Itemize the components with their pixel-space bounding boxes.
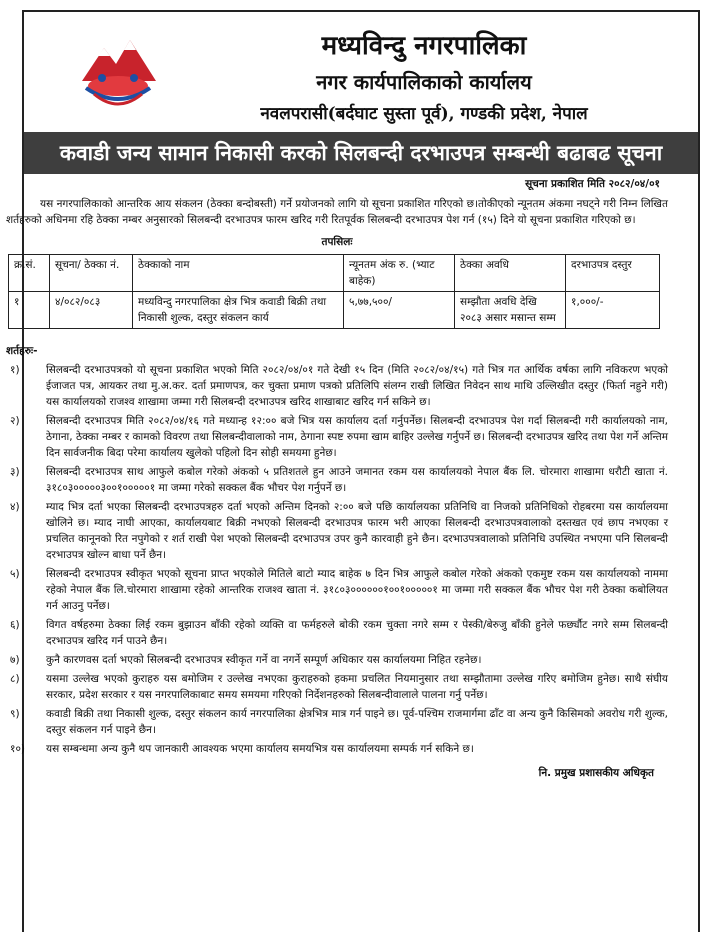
cell-min-amount: ५,७७,५००/ — [344, 292, 455, 329]
notice-title-banner: कवाडी जन्य सामान निकासी करको सिलबन्दी दरभाउपत्र सम्बन्धी बढाबढ सूचना — [24, 132, 698, 174]
cell-fee: १,०००/- — [566, 292, 660, 329]
condition-text: सिलबन्दी दरभाउपत्र साथ आफुले कबोल गरेको अंकको ५ प्रतिशतले हुन आउने जमानत रकम यस कार्यालयको नेपाल बैंक लि. चोरमारा शाखामा धरौटी खाता नं. ३१८०३०००००३००१०००००१ मा जम्मा गरेको सक्कल बैंक भौचर पेश गर्नुपर्ने छ। — [46, 466, 668, 494]
table-row — [9, 292, 660, 329]
col-header-notice-no: सूचना/ ठेक्का नं. — [50, 255, 133, 292]
condition-item — [6, 671, 668, 703]
signature-line: नि. प्रमुख प्रशासकीय अधिकृत — [538, 767, 654, 779]
condition-number: ३) — [10, 466, 20, 478]
condition-number: १०) — [10, 743, 26, 755]
municipality-name: मध्यविन्दु नगरपालिका — [321, 31, 527, 61]
condition-item — [6, 741, 668, 757]
condition-number: ४) — [10, 501, 20, 513]
condition-number: ५) — [10, 568, 20, 580]
nepal-emblem-icon — [72, 26, 164, 116]
condition-text: म्याद भित्र दर्ता भएका सिलबन्दी दरभाउपत्रहरु दर्ता भएको अन्तिम दिनको २:०० बजे पछि कार्यालयका प्रतिनिधि वा निजको प्रतिनिधिको रोहबरमा यस कार्यालयमा खोलिने छ। म्याद नाघी आएका, कार्यालयबाट बिक्री नभएको सिलबन्दी दरभाउपत्र फारम भरी आएका सिलबन्दी दरभाउपत्रवालाको दस्तखत एवं छाप नभएका र प्रचलित कानूनको रित नपुगेको र शर्त राखी पेश भएको सिलबन्दी दरभाउपत्र उपर कुनै कारवाही हुने छैन। दरभाउपत्रवालाको प्रतिनिधि उपस्थित नभएमा पनि सिलबन्दी दरभाउपत्र खोल्न बाधा पर्ने छैन। — [46, 501, 668, 561]
condition-text: कवाडी बिक्री तथा निकासी शुल्क, दस्तुर संकलन कार्य नगरपालिका क्षेत्रभित्र मात्र गर्न पाइने छ। पूर्व-पश्चिम राजमार्गमा ढाँट वा अन्य कुनै किसिमको अवरोध गरी शुल्क, दस्तुर संकलन गर्न पाइने छैन। — [46, 708, 668, 736]
office-name: नगर कार्यपालिकाको कार्यालय — [316, 70, 532, 94]
table-header-row — [9, 255, 660, 292]
cell-sn: १ — [9, 292, 50, 329]
condition-number: १) — [10, 364, 20, 376]
col-header-min-amount: न्यूनतम अंक रु. (भ्याट बाहेक) — [344, 255, 455, 292]
condition-item — [6, 413, 668, 461]
cell-contract-name: मध्यविन्दु नगरपालिका क्षेत्र भित्र कवाडी बिक्री तथा निकासी शुल्क, दस्तुर संकलन कार्य — [133, 292, 344, 329]
notice-content — [6, 176, 668, 781]
condition-item — [6, 566, 668, 614]
condition-item — [6, 362, 668, 410]
condition-number: २) — [10, 415, 20, 427]
cell-notice-no: ४/०८२/०८३ — [50, 292, 133, 329]
condition-number: ८) — [10, 673, 20, 685]
condition-item — [6, 706, 668, 738]
condition-text: यसमा उल्लेख भएको कुराहरु यस बमोजिम र उल्लेख नभएका कुराहरुको हकमा प्रचलित नियमानुसार तथा सम्झौतामा उल्लेख गरिए बमोजिम हुनेछ। साथै संघीय सरकार, प्रदेश सरकार र यस नगरपालिकाबाट समय समयमा गरिएको निर्देशनहरुको सिलबन्दीवालाले पालना गर्नु पर्नेछ। — [46, 673, 668, 701]
condition-text: सिलबन्दी दरभाउपत्रको यो सूचना प्रकाशित भएको मिति २०८२/०४/०१ गते देखी १५ दिन (मिति २०८२/०४/१५) गते भित्र गत आर्थिक वर्षका लागि नविकरण भएको ईजाजत पत्र, आयकर तथा मु.अ.कर. दर्ता प्रमाणपत्र, कर चुक्ता प्रमाण पत्रको प्रतिलिपि संलग्न राखी लिखित निवेदन साथ माथि उल्लिखीत दस्तुर (फिर्ता नहुने गरी) यस कार्यालयको राजश्व शाखामा जम्मा गरी सिलबन्दी दरभाउपत्र खरिद शाखाबाट खरिद गर्न सकिने छ। — [46, 364, 668, 408]
intro-paragraph: यस नगरपालिकाको आन्तरिक आय संकलन (ठेक्का बन्दोबस्ती) गर्ने प्रयोजनको लागि यो सूचना प्रकाशित गरिएको छ।तोकीएको न्यूनतम अंकमा नघट्ने गरी निम्न लिखित शर्तहरुको अधिनमा रहि ठेक्का नम्बर अनुसारको सिलबन्दी दरभाउपत्र फारम खरिद गरी रितपूर्वक सिलबन्दी दरभाउपत्र पेश गर्न (१५) दिने यो सूचना प्रकाशित गरिएको छ। — [6, 198, 668, 226]
condition-text: सिलबन्दी दरभाउपत्र स्वीकृत भएको सूचना प्राप्त भएकोले मितिले बाटो म्याद बाहेक ७ दिन भित्र आफुले कबोल गरेको अंकको एकमुष्ट रकम यस कार्यालयको नाममा रहेको नेपाल बैंक लि.चोरमारा शाखामा रहेको आन्तरिक राजश्व खाता नं. ३१८०३००००००१००१०००००१ मा जम्मा गरी सक्कल बैंक भौचर पेश गरी ठेक्का कबोलियत गर्न आउनु पर्नेछ। — [46, 568, 668, 612]
col-header-fee: दरभाउपत्र दस्तुर — [566, 255, 660, 292]
condition-text: विगत वर्षहरुमा ठेक्का लिई रकम बुझाउन बाँकी रहेको व्यक्ति वा फर्महरुले बोकी रकम चुक्ता नगरे सम्म र पेस्की/बेरुजु बाँकी हुनेले फर्छ्यौट नगरे सम्म सिलबन्दी दरभाउपत्र खरिद गर्न पाउने छैन। — [46, 619, 668, 647]
col-header-contract-name: ठेक्काको नाम — [133, 255, 344, 292]
publish-date: सूचना प्रकाशित मिति २०८२/०४/०१ — [525, 178, 660, 190]
condition-item — [6, 652, 668, 668]
col-header-duration: ठेक्का अवधि — [455, 255, 566, 292]
condition-number: ७) — [10, 654, 20, 666]
condition-item — [6, 499, 668, 563]
condition-item — [6, 617, 668, 649]
conditions-list — [6, 362, 668, 757]
condition-text: यस सम्बन्धमा अन्य कुनै थप जानकारी आवश्यक भएमा कार्यालय समयभित्र यस कार्यालयमा सम्पर्क गर्न सकिने छ। — [46, 743, 474, 755]
schedule-label: तपसिलः — [321, 236, 353, 248]
contract-table — [8, 254, 660, 329]
cell-duration: सम्झौता अवधि देखि २०८३ असार मसान्त सम्म — [455, 292, 566, 329]
conditions-title: शर्तहरुः- — [6, 345, 38, 357]
header — [24, 12, 698, 130]
condition-number: ६) — [10, 619, 20, 631]
condition-item — [6, 464, 668, 496]
office-address: नवलपरासी(बर्दघाट सुस्ता पूर्व), गण्डकी प्रदेश, नेपाल — [260, 104, 588, 124]
condition-text: कुनै कारणवस दर्ता भएको सिलबन्दी दरभाउपत्र स्वीकृत गर्ने वा नगर्ने सम्पूर्ण अधिकार यस कार्यालयमा निहित रहनेछ। — [46, 654, 482, 666]
condition-text: सिलबन्दी दरभाउपत्र मिति २०८२/०४/१६ गते मध्यान्ह १२:०० बजे भित्र यस कार्यालय दर्ता गर्नुपर्नेछ। सिलबन्दी दरभाउपत्र पेश गर्दा सिलबन्दी गरी कार्यालयको नाम, ठेगाना, ठेक्का नम्बर र कामको विवरण तथा सिलबन्दीवालाको नाम, ठेगाना स्पष्ट रुपमा खाम बाहिर उल्लेख गर्नुपर्ने छ। सिलबन्दी दरभाउपत्र खरिद तथा पेश गर्ने अन्तिम दिन सार्वजनीक बिदा परेमा कार्यालय खुलेको पहिलो दिन सोही समयमा हुनेछ। — [46, 415, 668, 459]
condition-number: ९) — [10, 708, 20, 720]
col-header-sn: क्र.सं. — [9, 255, 50, 292]
